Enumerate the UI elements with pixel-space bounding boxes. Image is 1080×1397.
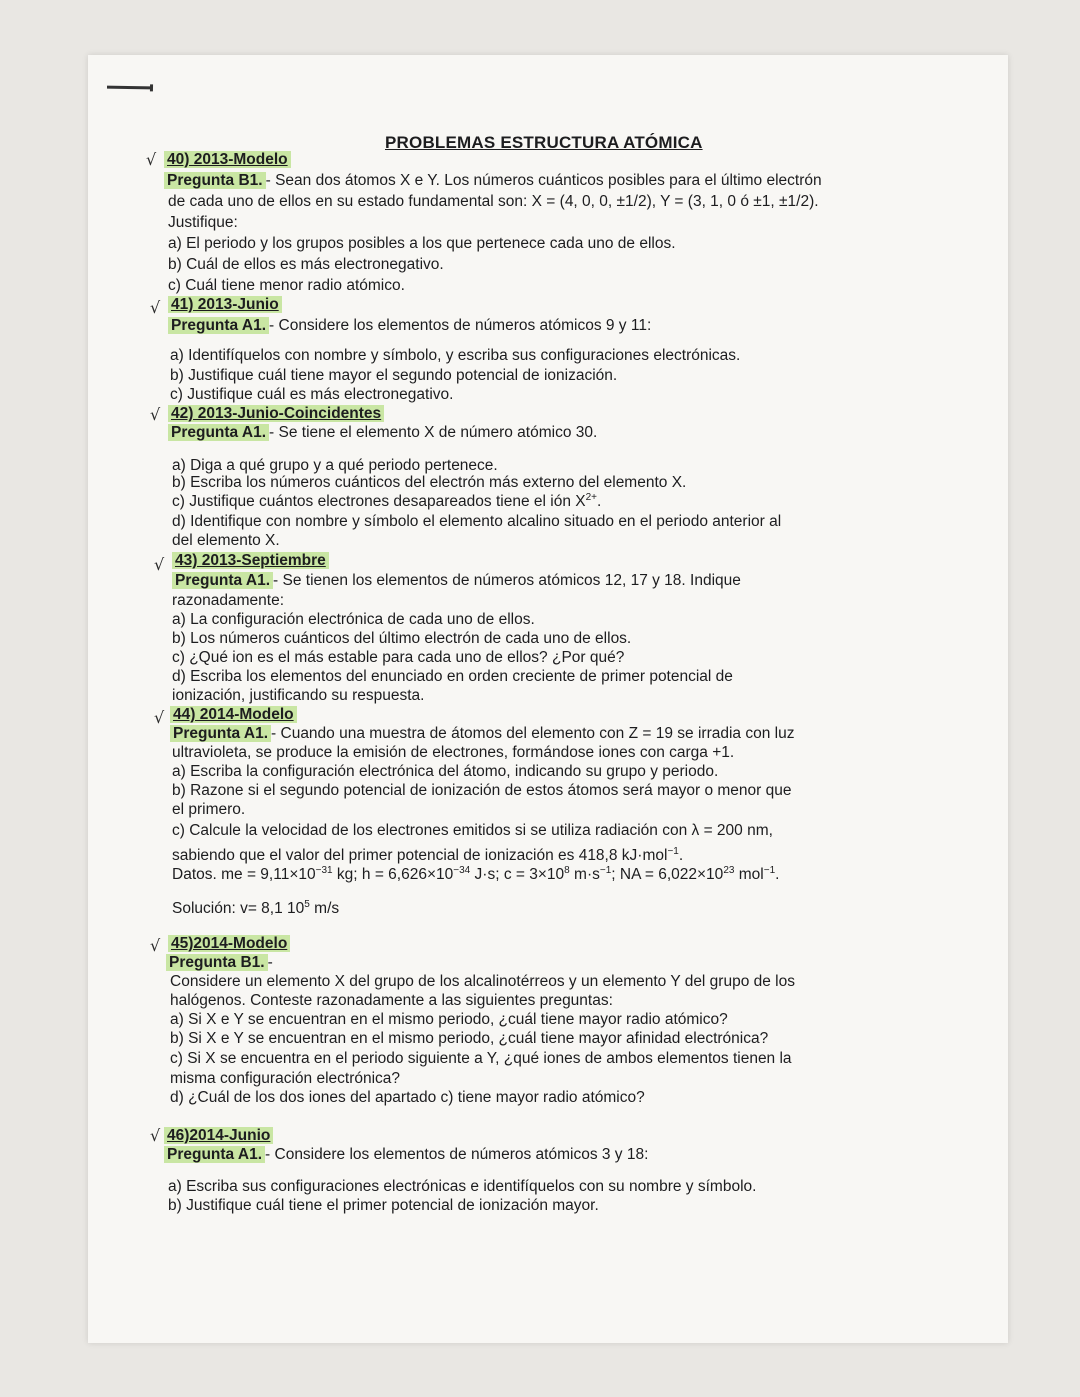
superscript: −1 <box>763 864 776 876</box>
superscript: −34 <box>453 864 471 876</box>
pregunta-label: Pregunta A1. <box>172 572 273 589</box>
superscript: −31 <box>315 864 333 876</box>
superscript: 5 <box>304 898 310 910</box>
problem-text: - Considere los elementos de números atómicos 3 y 18: <box>265 1146 649 1163</box>
problem-text: a) El periodo y los grupos posibles a los que pertenece cada uno de ellos. <box>168 235 676 252</box>
problem-text: a) La configuración electrónica de cada uno de ellos. <box>172 611 535 628</box>
problem-header: 45)2014-Modelo <box>168 935 290 952</box>
problem-text: kg; h = 6,626×10 <box>336 866 454 883</box>
problem-text: razonadamente: <box>172 592 285 609</box>
problem-text: Justifique: <box>168 214 238 231</box>
problem-text: sabiendo que el valor del primer potencial de ionización es 418,8 kJ·mol <box>172 847 668 864</box>
problem-text: - <box>267 954 273 971</box>
problem-text: b) Justifique cuál tiene mayor el segundo potencial de ionización. <box>170 367 618 384</box>
superscript: 8 <box>564 864 570 876</box>
problem-text: a) Si X e Y se encuentran en el mismo periodo, ¿cuál tiene mayor radio atómico? <box>170 1011 728 1028</box>
check-mark-icon: √ <box>154 555 165 574</box>
pregunta-label: Pregunta A1. <box>168 424 269 441</box>
check-mark-icon: √ <box>150 936 161 955</box>
problem-text: del elemento X. <box>172 532 280 549</box>
problem-text: Datos. me = 9,11×10 <box>172 866 316 883</box>
problem-text: a) Diga a qué grupo y a qué periodo pertenece. <box>172 457 498 474</box>
problem-text: c) Justifique cuál es más electronegativo. <box>170 386 454 403</box>
problem-text: ultravioleta, se produce la emisión de electrones, formándose iones con carga +1. <box>172 744 735 761</box>
problem-text: . <box>597 493 602 510</box>
problem-header: 42) 2013-Junio-Coincidentes <box>168 405 384 422</box>
check-mark-icon: √ <box>150 405 161 424</box>
solution-text: m/s <box>314 900 340 917</box>
problem-text: c) ¿Qué ion es el más estable para cada uno de ellos? ¿Por qué? <box>172 649 625 666</box>
pregunta-label: Pregunta A1. <box>168 317 269 334</box>
problem-text: c) Cuál tiene menor radio atómico. <box>168 277 405 294</box>
check-mark-icon: √ <box>150 298 161 317</box>
pregunta-label: Pregunta A1. <box>164 1146 265 1163</box>
superscript: 2+ <box>585 491 597 503</box>
problem-text: el primero. <box>172 801 246 818</box>
problem-text: d) Escriba los elementos del enunciado en orden creciente de primer potencial de <box>172 668 733 685</box>
problem-text: d) ¿Cuál de los dos iones del apartado c) tiene mayor radio atómico? <box>170 1089 645 1106</box>
problem-header: 40) 2013-Modelo <box>164 151 291 168</box>
problem-text: b) Justifique cuál tiene el primer potencial de ionización mayor. <box>168 1197 599 1214</box>
problem-text: b) Los números cuánticos del último electrón de cada uno de ellos. <box>172 630 632 647</box>
problem-text: mol <box>738 866 764 883</box>
problem-text: b) Razone si el segundo potencial de ionización de estos átomos será mayor o menor que <box>172 782 792 799</box>
problem-header: 44) 2014-Modelo <box>170 706 297 723</box>
problem-header: 46)2014-Junio <box>164 1127 273 1144</box>
problem-text: a) Identifíquelos con nombre y símbolo, y escriba sus configuraciones electrónicas. <box>170 347 741 364</box>
problem-header: 41) 2013-Junio <box>168 296 282 313</box>
problem-text: c) Si X se encuentra en el periodo siguiente a Y, ¿qué iones de ambos elementos tienen la <box>170 1050 792 1067</box>
problem-text: - Sean dos átomos X e Y. Los números cuánticos posibles para el último electrón <box>265 172 822 189</box>
problem-text: c) Justifique cuántos electrones desapareados tiene el ión X <box>172 493 586 510</box>
problem-text: de cada uno de ellos en su estado fundamental son: X = (4, 0, 0, ±1/2), Y = (3, 1, 0 ó ±1, ±1/2). <box>168 193 819 210</box>
problem-text: Considere un elemento X del grupo de los alcalinotérreos y un elemento Y del grupo de los <box>170 973 795 990</box>
superscript: −1 <box>599 864 612 876</box>
problem-text: a) Escriba la configuración electrónica del átomo, indicando su grupo y periodo. <box>172 763 719 780</box>
pregunta-label: Pregunta B1. <box>164 172 266 189</box>
problem-header: 43) 2013-Septiembre <box>172 552 329 569</box>
check-mark-icon: √ <box>154 708 165 727</box>
pregunta-label: Pregunta A1. <box>170 725 271 742</box>
problem-text: d) Identifique con nombre y símbolo el elemento alcalino situado en el periodo anterior al <box>172 513 782 530</box>
problem-text: misma configuración electrónica? <box>170 1070 401 1087</box>
check-mark-icon: √ <box>146 150 157 169</box>
problem-text: - Se tiene el elemento X de número atómico 30. <box>269 424 598 441</box>
problem-text: halógenos. Conteste razonadamente a las siguientes preguntas: <box>170 992 613 1009</box>
problem-text: - Considere los elementos de números atómicos 9 y 11: <box>269 317 652 334</box>
problem-text: a) Escriba sus configuraciones electrónicas e identifíquelos con su nombre y símbolo. <box>168 1178 757 1195</box>
check-mark-icon: √ <box>150 1126 161 1145</box>
problem-text: m·s <box>574 866 600 883</box>
problem-text: J·s; c = 3×10 <box>474 866 565 883</box>
superscript: 23 <box>723 864 735 876</box>
pregunta-label: Pregunta B1. <box>166 954 268 971</box>
problem-text: c) Calcule la velocidad de los electrones emitidos si se utiliza radiación con λ = 200 nm, <box>172 822 773 839</box>
problem-text: b) Cuál de ellos es más electronegativo. <box>168 256 444 273</box>
problem-text: - Cuando una muestra de átomos del elemento con Z = 19 se irradia con luz <box>271 725 795 742</box>
problem-text: ionización, justificando su respuesta. <box>172 687 425 704</box>
problem-text: ; NA = 6,022×10 <box>611 866 724 883</box>
superscript: −1 <box>667 845 679 857</box>
page-title: PROBLEMAS ESTRUCTURA ATÓMICA <box>385 133 703 152</box>
solution-text: Solución: v= 8,1 10 <box>172 900 305 917</box>
problem-text: b) Escriba los números cuánticos del electrón más externo del elemento X. <box>172 474 687 491</box>
problem-text: - Se tienen los elementos de números atómicos 12, 17 y 18. Indique <box>273 572 741 589</box>
problem-text: b) Si X e Y se encuentran en el mismo periodo, ¿cuál tiene mayor afinidad electrónica? <box>170 1030 769 1047</box>
